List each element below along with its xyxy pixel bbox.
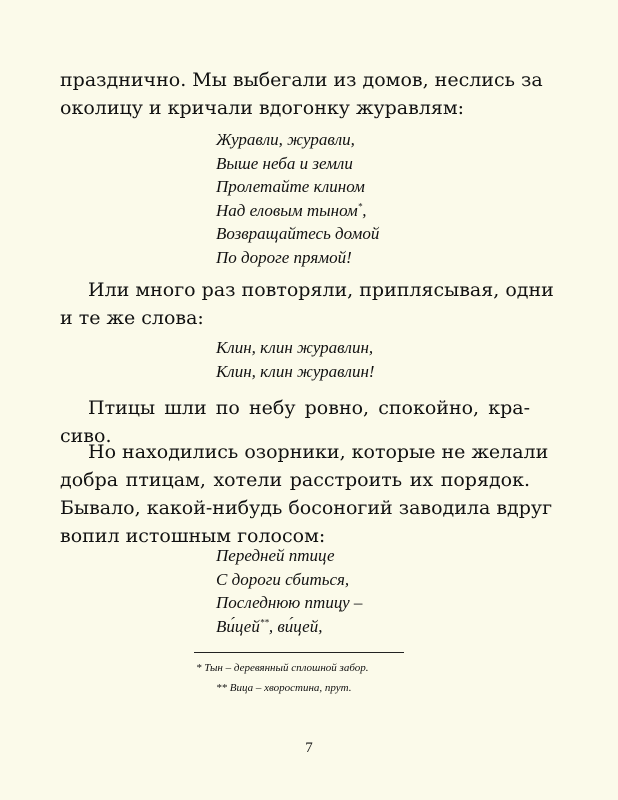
- text-line: празднично. Мы выбегали из домов, неслись за: [60, 69, 543, 91]
- text-line: Бывало, какой-нибудь босоногий заводила вдруг: [60, 497, 553, 519]
- text-line: околицу и кричали вдогонку журавлям:: [60, 97, 465, 119]
- verse-1: [216, 128, 379, 269]
- verse-line: Возвращайтесь домой: [216, 224, 380, 243]
- verse-line-with-footnote: [216, 199, 379, 223]
- verse-line: Выше неба и земли: [216, 153, 353, 173]
- footnote-marker: *: [357, 200, 363, 211]
- footnote-1: * Тын – деревянный сплошной забор.: [196, 662, 369, 674]
- text-line: Птицы шли по небу ровно, спокойно, кра-: [88, 397, 530, 419]
- verse-line: Клин, клин журавлин!: [216, 361, 375, 381]
- verse-text: Над еловым тыном: [216, 200, 358, 220]
- text-line: Но находились озорники, которые не желали: [88, 441, 549, 463]
- verse-text: , ви́цей,: [268, 616, 323, 636]
- text-line: Или много раз повторяли, приплясывая, одни: [88, 279, 554, 301]
- text-line: добра птицам, хотели расстроить их порядок.: [60, 469, 530, 491]
- verse-punctuation: ,: [362, 200, 367, 220]
- paragraph-4: [60, 438, 553, 550]
- text-line: и те же слова:: [60, 307, 204, 329]
- footnote-divider: [194, 652, 404, 653]
- verse-line-with-footnote: [216, 615, 362, 639]
- page-number: 7: [305, 740, 313, 756]
- verse-2: [216, 336, 375, 383]
- verse-line: По дороге прямой!: [216, 247, 352, 267]
- verse-line: Журавли, журавли,: [216, 130, 355, 149]
- verse-line: Передней птице: [216, 546, 335, 565]
- text-line: сиво.: [60, 425, 112, 447]
- paragraph-2: [60, 276, 554, 332]
- footnote-marker: **: [259, 616, 269, 627]
- footnote-2: ** Вица – хворостина, прут.: [216, 682, 352, 694]
- verse-line: Пролетайте клином: [216, 177, 365, 196]
- verse-line: С дороги сбиться,: [216, 569, 350, 589]
- paragraph-1: [60, 66, 543, 122]
- verse-3: [216, 544, 362, 638]
- verse-line: Клин, клин журавлин,: [216, 338, 374, 357]
- text-line: вопил истошным голосом:: [60, 525, 326, 547]
- verse-line: Последнюю птицу –: [216, 593, 363, 612]
- verse-text: Ви́цей: [216, 616, 260, 636]
